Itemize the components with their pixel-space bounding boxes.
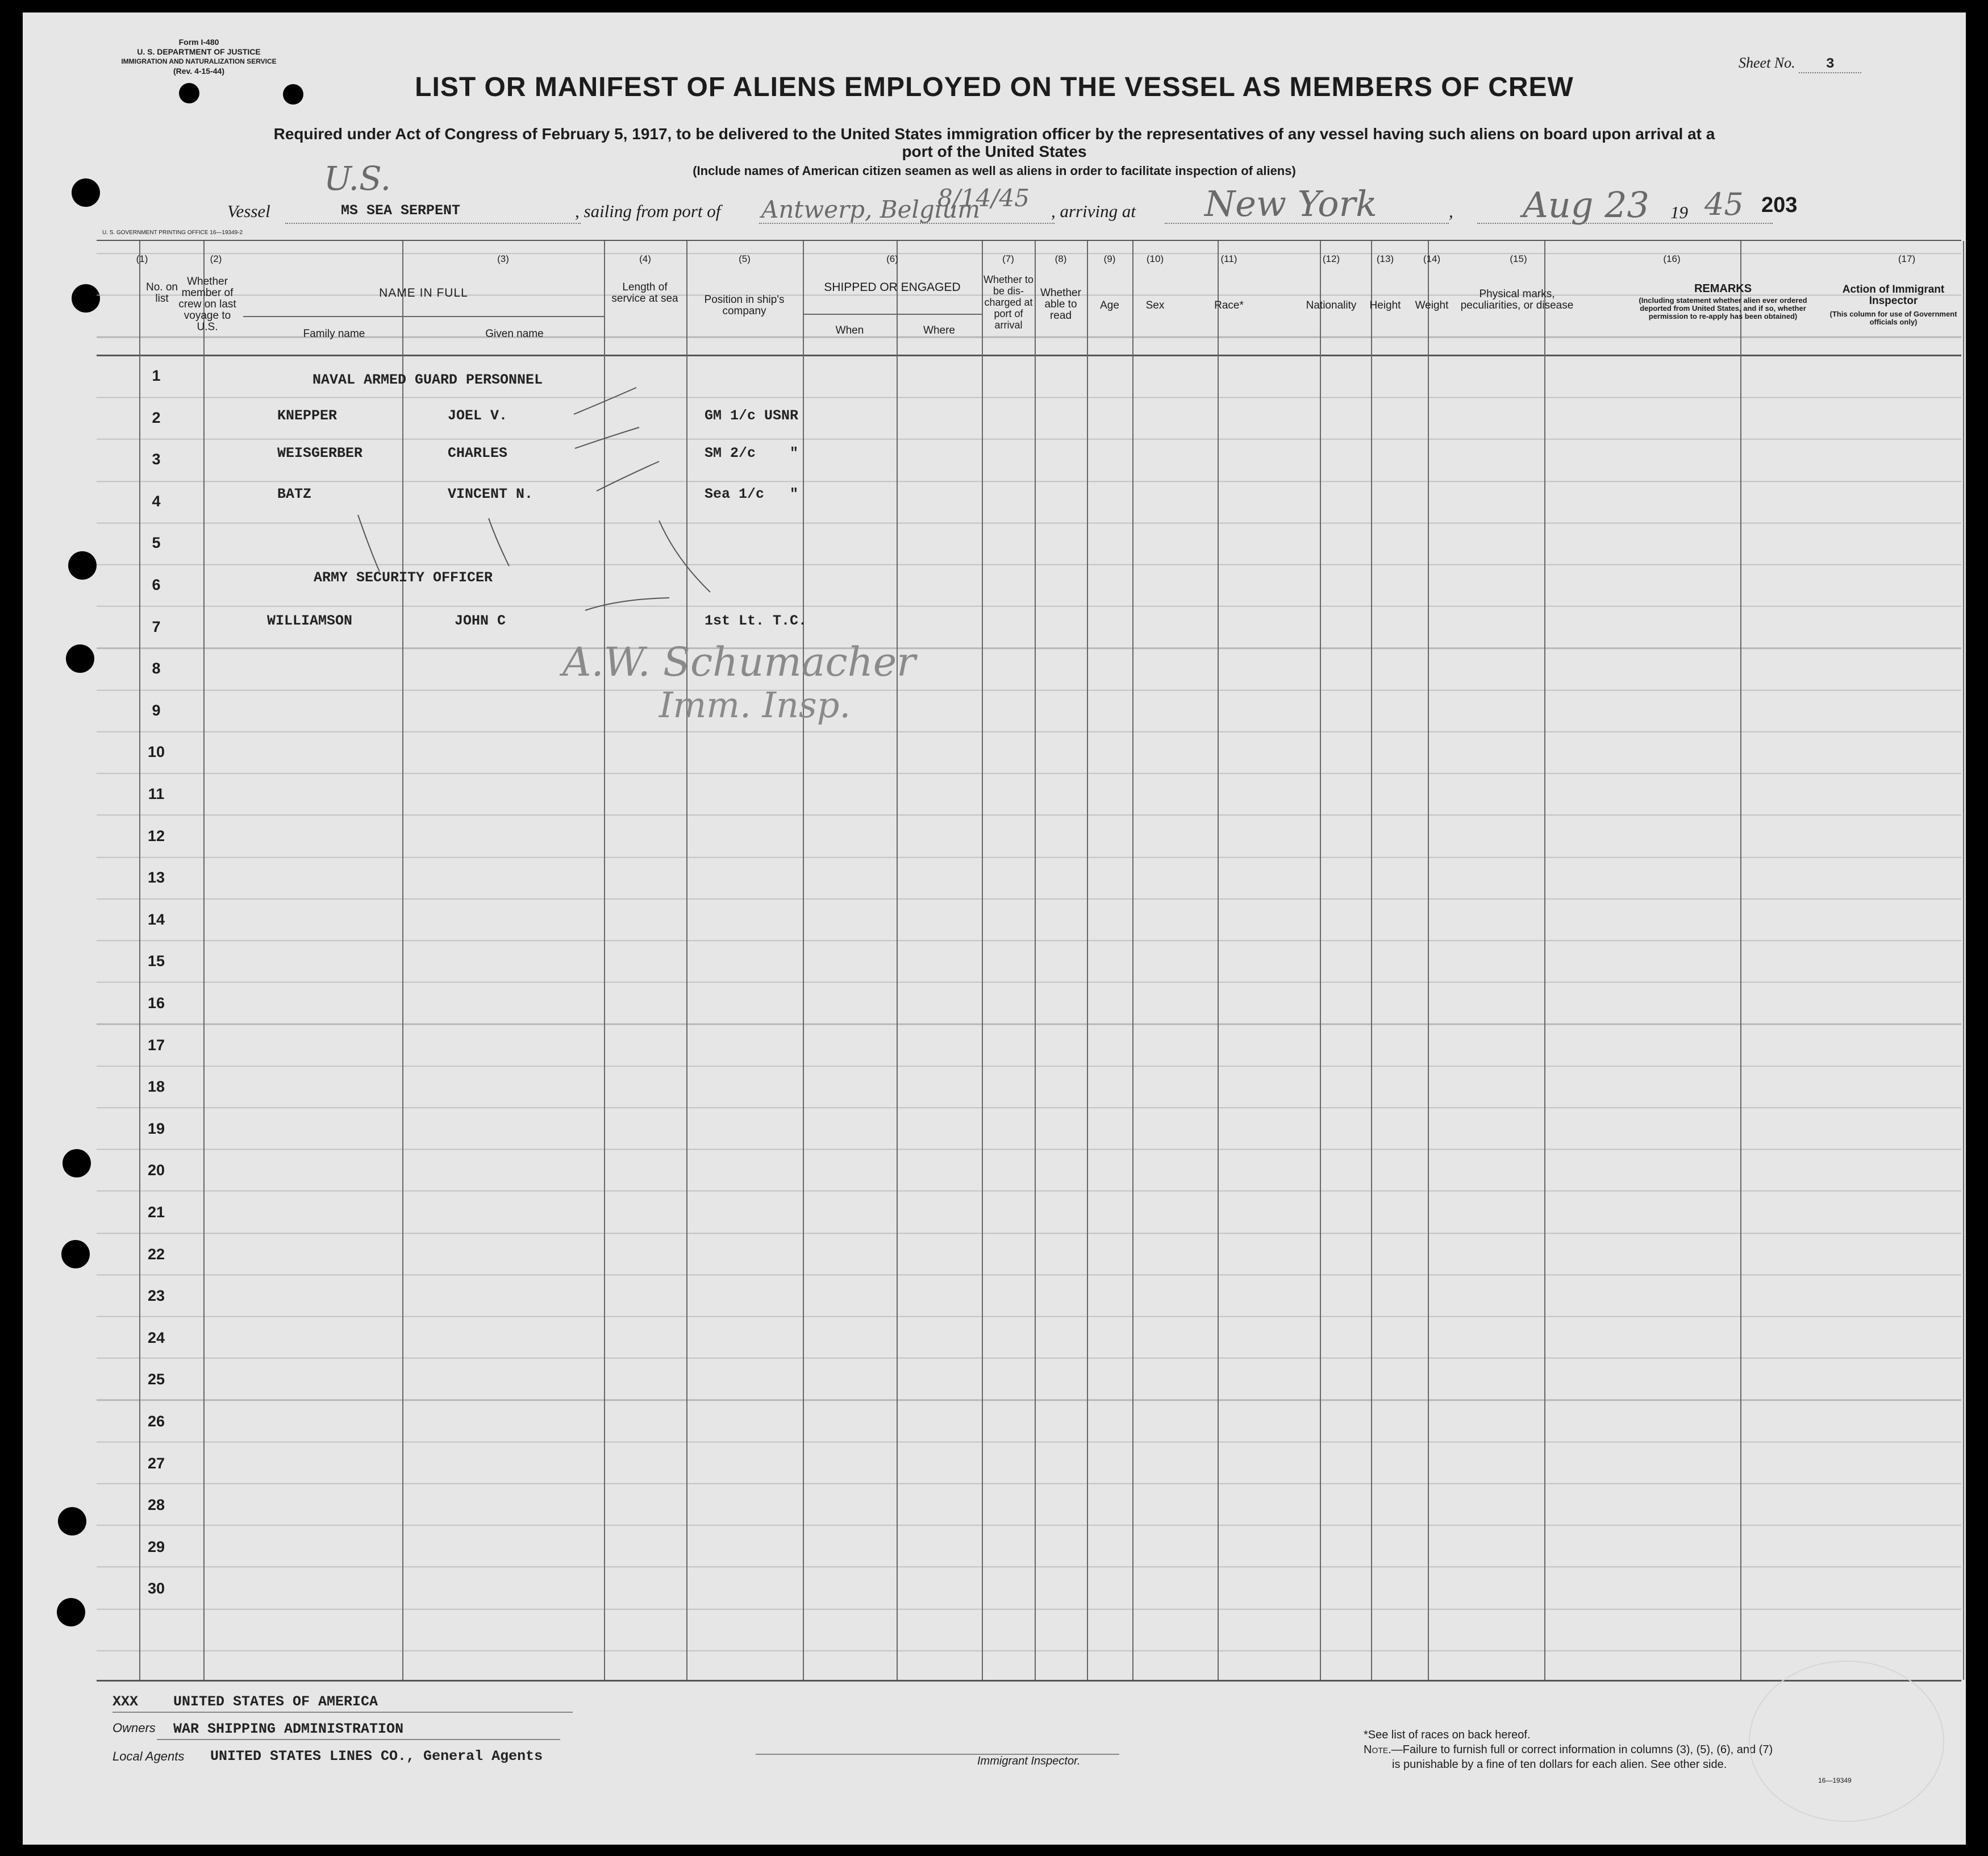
owner-line [112,1712,573,1713]
vessel-name: MS SEA SERPENT [341,202,461,219]
form-id: Form I-480 U. S. DEPARTMENT OF JUSTICE IMMIGRATION AND NATURALIZATION SERVICE (Rev. 4-15-44) [121,38,277,76]
col-head-inspector-sub: (This column for use of Government officials only) [1829,310,1957,326]
agents-value: UNITED STATES LINES CO., General Agents [210,1748,543,1765]
row-number: 18 [147,1078,165,1096]
col-num-13: (13) [1376,253,1394,264]
row-6-position: 1st Lt. T.C. [705,613,807,629]
row-number: 17 [147,1036,165,1054]
form-code: 16—19349 [1818,1776,1852,1784]
required-statement: Required under Act of Congress of February 5, 1917, to be delivered to the United States immigration officer by the representatives of any vessel having such aliens on board upon arrival at a port of the United States [273,125,1715,160]
signature-name: A.W. Schumacher [562,639,916,685]
col-num-3: (3) [497,253,509,264]
row-number: 9 [152,701,161,719]
row-number: 11 [148,785,165,802]
col-head-family-name: Family name [303,328,365,340]
punch-hole [72,284,100,313]
col-num-6: (6) [886,253,898,264]
row-number: 28 [147,1496,165,1514]
col-head-discharged: Whether to be dis-charged at port of arrival [983,274,1034,331]
row-number: 1 [152,367,161,384]
col-head-remarks-sub: (Including statement whether alien ever ordered deported from United States, and if so, whether permission to re-apply has been obtained) [1639,296,1807,321]
row-1-position: GM 1/c USNR [705,407,799,424]
arrival-date: Aug 23 [1523,184,1649,226]
row-1-family: KNEPPER [277,407,337,424]
sheet-number: Sheet No. 3 [1739,55,1861,73]
sailing-date: 8/14/45 [937,184,1030,212]
signature-title: Imm. Insp. [659,684,851,726]
row-6-family: WILLIAMSON [267,613,353,629]
page-title: LIST OR MANIFEST OF ALIENS EMPLOYED ON THE VESSEL AS MEMBERS OF CREW [415,72,1574,102]
owner-prefix: XXX [112,1693,139,1710]
sailing-port: Antwerp, Belgium [761,195,981,223]
col-head-when: When [835,324,864,336]
see-list-note: *See list of races on back hereof. [1364,1729,1531,1741]
col-num-17: (17) [1898,253,1916,264]
row-2-given: CHARLES [448,445,508,461]
row-number: 19 [147,1120,165,1137]
agents-label: Local Agents [112,1749,185,1763]
inspector-label: Immigrant Inspector. [977,1755,1081,1767]
column-rule [1132,241,1133,1680]
section-heading-army: ARMY SECURITY OFFICER [314,569,493,586]
note-line-1: Note.—Failure to furnish full or correct information in columns (3), (5), (6), and (7) [1364,1743,1773,1756]
row-number: 27 [147,1454,165,1472]
col-head-weight: Weight [1415,299,1449,311]
row-3-family: BATZ [277,486,312,502]
col-head-position: Position in ship's company [704,294,785,317]
column-rule [1087,241,1088,1680]
column-rule [1963,241,1964,1680]
row-6-given: JOHN C [455,613,506,629]
column-rule [897,241,898,1680]
col-head-length-service: Length of service at sea [611,281,678,305]
arriving-port: New York [1205,183,1377,224]
stamp-number: 203 [1761,193,1798,217]
col-head-nationality: Nationality [1306,299,1357,311]
manifest-sheet [23,13,1966,1845]
row-number: 8 [152,660,161,677]
row-number: 29 [147,1538,165,1555]
column-rule [1371,241,1372,1680]
row-number: 10 [147,743,165,761]
row-number: 14 [147,910,165,928]
col-num-16: (16) [1663,253,1681,264]
vessel-handwritten-note: U.S. [324,159,391,198]
col-head-given-name: Given name [485,328,544,340]
row-number: 23 [147,1287,165,1305]
row-2-family: WEISGERBER [277,445,363,461]
vessel-dotted-line [285,223,581,224]
row-number: 7 [152,618,161,635]
col-head-name-in-full: NAME IN FULL [379,286,468,299]
row-number: 25 [147,1371,165,1388]
include-note: (Include names of American citizen seamen as well as aliens in order to facilitate inspection of aliens) [693,164,1296,178]
col-head-shipped-engaged: SHIPPED OR ENGAGED [824,281,961,294]
date-year-suffix: 45 [1704,186,1744,222]
col-num-11: (11) [1220,253,1237,264]
col-num-9: (9) [1103,253,1116,264]
row-2-position: SM 2/c " [705,445,799,461]
column-rule [1320,241,1321,1680]
col-num-5: (5) [739,253,751,264]
date-year-prefix: 19 [1670,202,1688,222]
row-number: 20 [147,1162,165,1179]
date-comma: , [1449,201,1453,221]
row-number: 24 [147,1329,165,1346]
col-head-able-to-read: Whether able to read [1040,287,1081,322]
punch-hole [68,551,97,580]
col-num-14: (14) [1423,253,1441,264]
col-head-age: Age [1100,299,1119,311]
col-num-2: (2) [210,253,222,264]
col-head-last-voyage: Whether member of crew on last voyage to U.S. [178,276,236,333]
column-rule [1544,241,1545,1680]
col-head-remarks: REMARKS [1694,282,1752,295]
vessel-label: Vessel [227,201,270,221]
row-number: 30 [147,1580,165,1597]
col-num-15: (15) [1510,253,1527,264]
arriving-label: , arriving at [1051,201,1136,221]
owners-line [157,1739,560,1740]
punch-hole [58,1507,86,1535]
column-rule [1035,241,1036,1680]
col-num-12: (12) [1322,253,1340,264]
printing-office: U. S. GOVERNMENT PRINTING OFFICE 16—19349-2 [102,230,243,236]
col-head-no-on-list: No. on list [146,281,178,305]
punch-hole [57,1598,85,1626]
col-head-height: Height [1369,299,1401,311]
col-num-8: (8) [1055,253,1067,264]
col-num-10: (10) [1146,253,1164,264]
punch-hole [61,1240,90,1268]
punch-hole [66,644,94,673]
col-num-4: (4) [639,253,651,264]
row-3-position: Sea 1/c " [705,486,799,502]
column-rule [982,241,983,1680]
row-number: 2 [152,409,161,426]
col-num-1: (1) [136,253,148,264]
owners-label: Owners [112,1721,156,1735]
row-1-given: JOEL V. [448,407,508,424]
punch-hole [72,178,100,207]
row-number: 22 [147,1245,165,1263]
row-number: 4 [152,492,161,510]
col-head-physical-marks: Physical marks, peculiarities, or disease [1460,288,1574,311]
manifest-table [97,240,1961,1682]
row-number: 21 [147,1204,165,1221]
punch-hole [62,1149,91,1177]
col-num-7: (7) [1002,253,1014,264]
column-rule [1218,241,1219,1680]
sailing-label: , sailing from port of [575,201,721,221]
owners-value: WAR SHIPPING ADMINISTRATION [173,1721,404,1737]
row-number: 15 [147,952,165,970]
owner-country: UNITED STATES OF AMERICA [173,1693,378,1710]
row-number: 26 [147,1413,165,1430]
col-head-sex: Sex [1145,299,1165,311]
col-head-where: Where [923,324,955,336]
col-head-inspector: Action of Immigrant Inspector [1842,284,1945,307]
row-number: 5 [152,534,161,552]
section-heading-naval: NAVAL ARMED GUARD PERSONNEL [312,372,543,388]
embossed-seal [1749,1661,1944,1822]
row-3-given: VINCENT N. [448,486,534,502]
note-line-2: is punishable by a fine of ten dollars for each alien. See other side. [1392,1758,1727,1771]
row-number: 13 [147,869,165,887]
row-number: 16 [147,994,165,1012]
row-number: 6 [152,576,161,593]
row-number: 3 [152,451,161,468]
col-head-race: Race* [1214,299,1244,311]
row-number: 12 [147,827,165,844]
column-rule [1428,241,1429,1680]
column-rule [1740,241,1741,1680]
